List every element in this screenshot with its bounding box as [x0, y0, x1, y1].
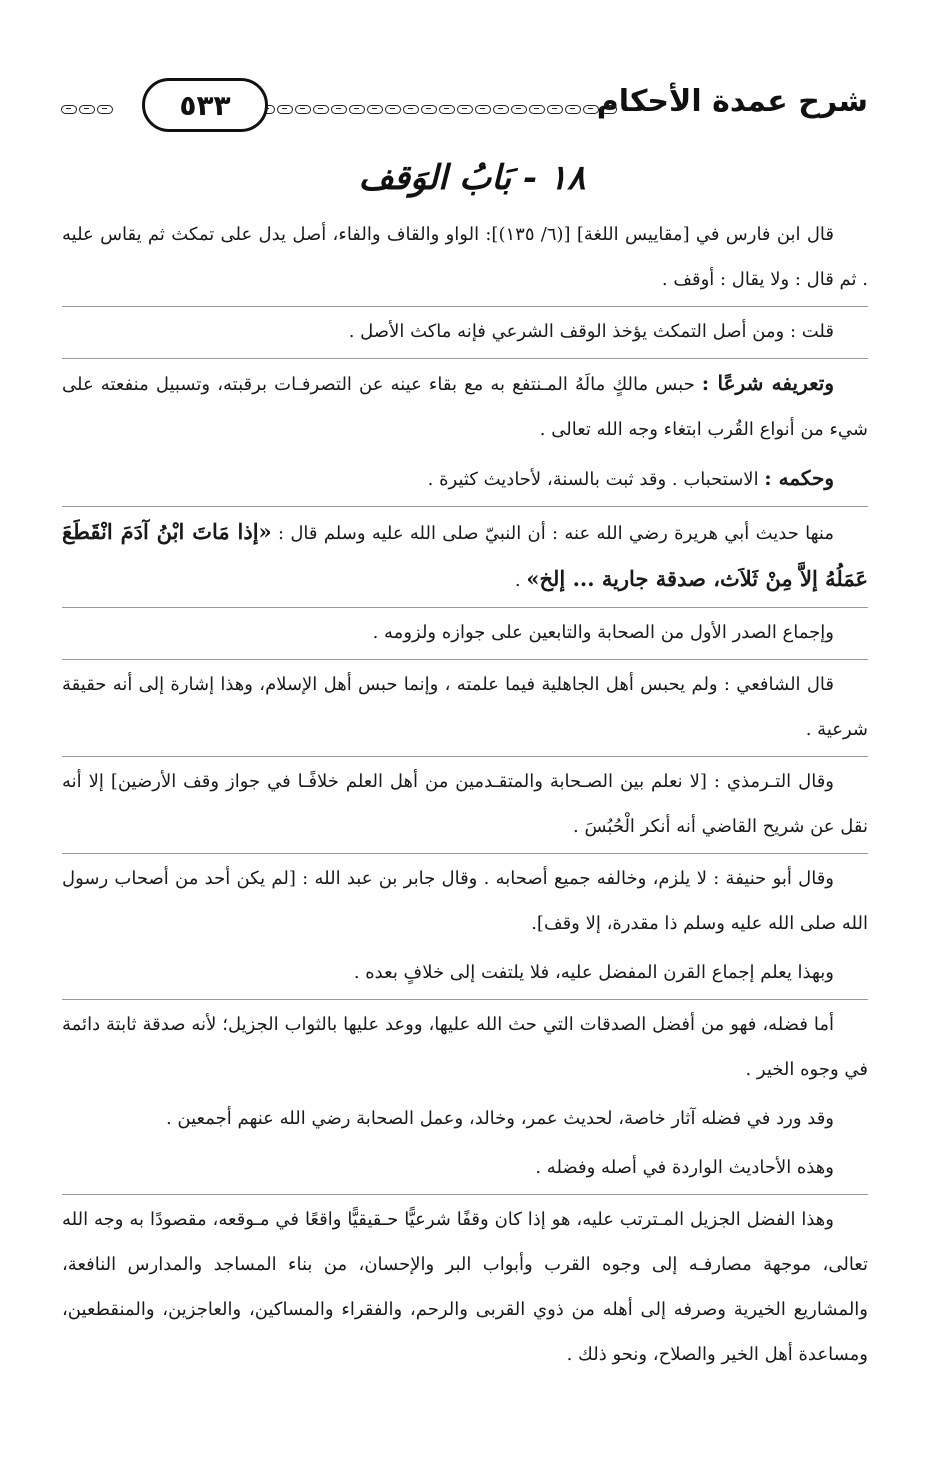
paragraph-definition: وتعريفه شرعًا : حبس مالكٍ مالَهُ المـنتفع به مع بقاء عينه عن التصرفـات برقبته، وتسبيل منفعته على شيء من أنواع القُرب ابتغاء وجه الله تعالى .	[62, 358, 868, 452]
paragraph: وهذا الفضل الجزيل المـترتب عليه، هو إذا كان وقفًا شرعيًّا حـقيقيًّا واقعًا في مـوقعه، مقصودًا به وجه الله تعالى، موجهة مصارفـه إلى وجوه القرب وأبواب البر والإحسان، من بناء المساجد والمدارس النافعة، والمشاريع الخيرية وصرفه إلى أهله من ذوي القربى والرحم، والفقراء والمساكين، والعاجزين، والمنقطعين، ومساعدة أهل الخير والصلاح، ونحو ذلك .	[62, 1194, 868, 1377]
paragraph: وإجماع الصدر الأول من الصحابة والتابعين على جوازه ولزومه .	[62, 607, 868, 655]
chapter-title: ١٨ - بَابُ الوَقف	[358, 158, 586, 198]
paragraph: وقال أبو حنيفة : لا يلزم، وخالفه جميع أصحابه . وقال جابر بن عبد الله : [لم يكن أحد من أصحاب رسول الله صلى الله عليه وسلم ذا مقدرة، إلا وقف].	[62, 853, 868, 946]
paragraph: قلت : ومن أصل التمكث يؤخذ الوقف الشرعي فإنه ماكث الأصل .	[62, 306, 868, 354]
book-title: شرح عمدة الأحكام	[596, 84, 868, 119]
paragraph: وبهذا يعلم إجماع القرن المفضل عليه، فلا يلتفت إلى خلافٍ بعده .	[353, 962, 834, 983]
hadith-quote: «إذا مَاتَ ابْنُ آدَمَ انْقَطَعَ عَمَلُهُ إلاَّ مِنْ ثَلاَث، صدقة جارية ... إلخ»	[62, 519, 868, 591]
page-header	[58, 78, 868, 136]
page-number: ٥٣٣	[179, 88, 231, 122]
definition-heading: وتعريفه شرعًا :	[701, 371, 834, 395]
page-number-badge	[142, 78, 268, 132]
decorative-chain-ornament-left	[58, 102, 114, 116]
page-body	[62, 212, 868, 1381]
paragraph-hadith: منها حديث أبي هريرة رضي الله عنه : أن النبيّ صلى الله عليه وسلم قال : «إذا مَاتَ ابْنُ آدَمَ انْقَطَعَ عَمَلُهُ إلاَّ مِنْ ثَلاَث، صدقة جارية ... إلخ» .	[62, 506, 868, 603]
paragraph: وهذه الأحاديث الواردة في أصله وفضله .	[535, 1157, 834, 1178]
paragraph: قال الشافعي : ولم يحبس أهل الجاهلية فيما علمته ، وإنما حبس أهل الإسلام، وهذا إشارة إلى أنه حقيقة شرعية .	[62, 659, 868, 752]
paragraph: وقال التـرمذي : [لا نعلم بين الصـحابة والمتقـدمين من أهل العلم خلافًـا في جواز وقف الأرضين] إلا أنه نقل عن شريح القاضي أنه أنكر الْحُبُسَ .	[62, 756, 868, 849]
paragraph: وقد ورد في فضله آثار خاصة، لحديث عمر، وخالد، وعمل الصحابة رضي الله عنهم أجمعين .	[165, 1108, 834, 1129]
ruling-heading: وحكمه :	[764, 466, 834, 490]
paragraph: قال ابن فارس في [مقاييس اللغة] [(٦/ ١٣٥)]: الواو والقاف والفاء، أصل يدل على تمكث ثم يقاس عليه . ثم قال : ولا يقال : أوقف .	[62, 224, 868, 290]
paragraph: أما فضله، فهو من أفضل الصدقات التي حث الله عليها، ووعد عليها بالثواب الجزيل؛ لأنه صدقة ثابتة دائمة في وجوه الخير .	[62, 999, 868, 1092]
decorative-chain-ornament	[240, 102, 630, 116]
paragraph-ruling: وحكمه : الاستحباب . وقد ثبت بالسنة، لأحاديث كثيرة .	[427, 466, 834, 490]
